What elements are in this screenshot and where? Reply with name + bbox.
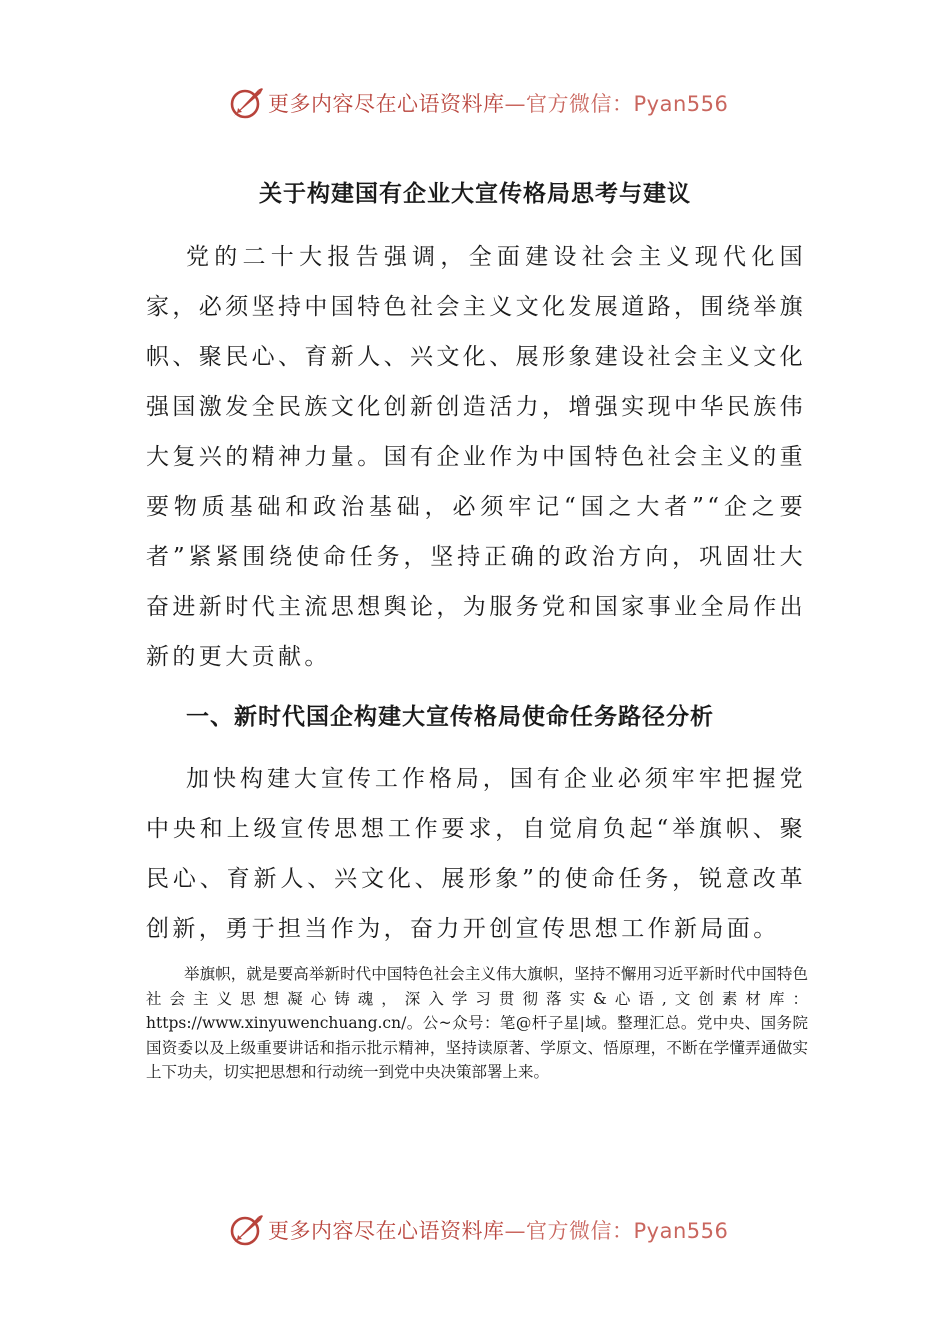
banner-brand-text: 更多内容尽在心语资料库: [268, 1219, 505, 1243]
small-print-paragraph: 举旗帜，就是要高举新时代中国特色社会主义伟大旗帜，坚持不懈用习近平新时代中国特色社会主义思想凝心铸魂，深入学习贯彻落实&心语,文创素材库：https://www.xinyuwenchuang.cn/。公~众号：笔@杆子星|域。整理汇总。党中央、国务院国资委以及上级重要讲话和指示批示精神，坚持读原著、学原文、悟原理，不断在学懂弄通做实上下功夫，切实把思想和行动统一到党中央决策部署上来。: [146, 965, 808, 1081]
banner-brand-text: 更多内容尽在心语资料库: [268, 92, 505, 116]
banner-contact-text: —官方微信：Pyan556: [504, 92, 729, 116]
banner-contact-text: —官方微信：Pyan556: [504, 1219, 729, 1243]
document-title: 关于构建国有企业大宣传格局思考与建议: [259, 181, 691, 207]
header-banner: [228, 83, 728, 123]
quill-pen-circle-icon: [228, 1212, 264, 1248]
quill-pen-circle-icon: [228, 85, 264, 121]
intro-paragraph: 党的二十大报告强调，全面建设社会主义现代化国家，必须坚持中国特色社会主义文化发展道路，围绕举旗帜、聚民心、育新人、兴文化、展形象建设社会主义文化强国激发全民族文化创新创造活力，增强实现中华民族伟大复兴的精神力量。国有企业作为中国特色社会主义的重要物质基础和政治基础，必须牢记“国之大者”“企之要者”紧紧围绕使命任务，坚持正确的政治方向，巩固壮大奋进新时代主流思想舆论，为服务党和国家事业全局作出新的更大贡献。: [146, 244, 806, 670]
footer-banner: [228, 1210, 728, 1250]
section-heading: 一、新时代国企构建大宣传格局使命任务路径分析: [186, 704, 714, 730]
section-paragraph: 加快构建大宣传工作格局，国有企业必须牢牢把握党中央和上级宣传思想工作要求，自觉肩负起“举旗帜、聚民心、育新人、兴文化、展形象”的使命任务，锐意改革创新，勇于担当作为，奋力开创宣传思想工作新局面。: [146, 766, 806, 942]
